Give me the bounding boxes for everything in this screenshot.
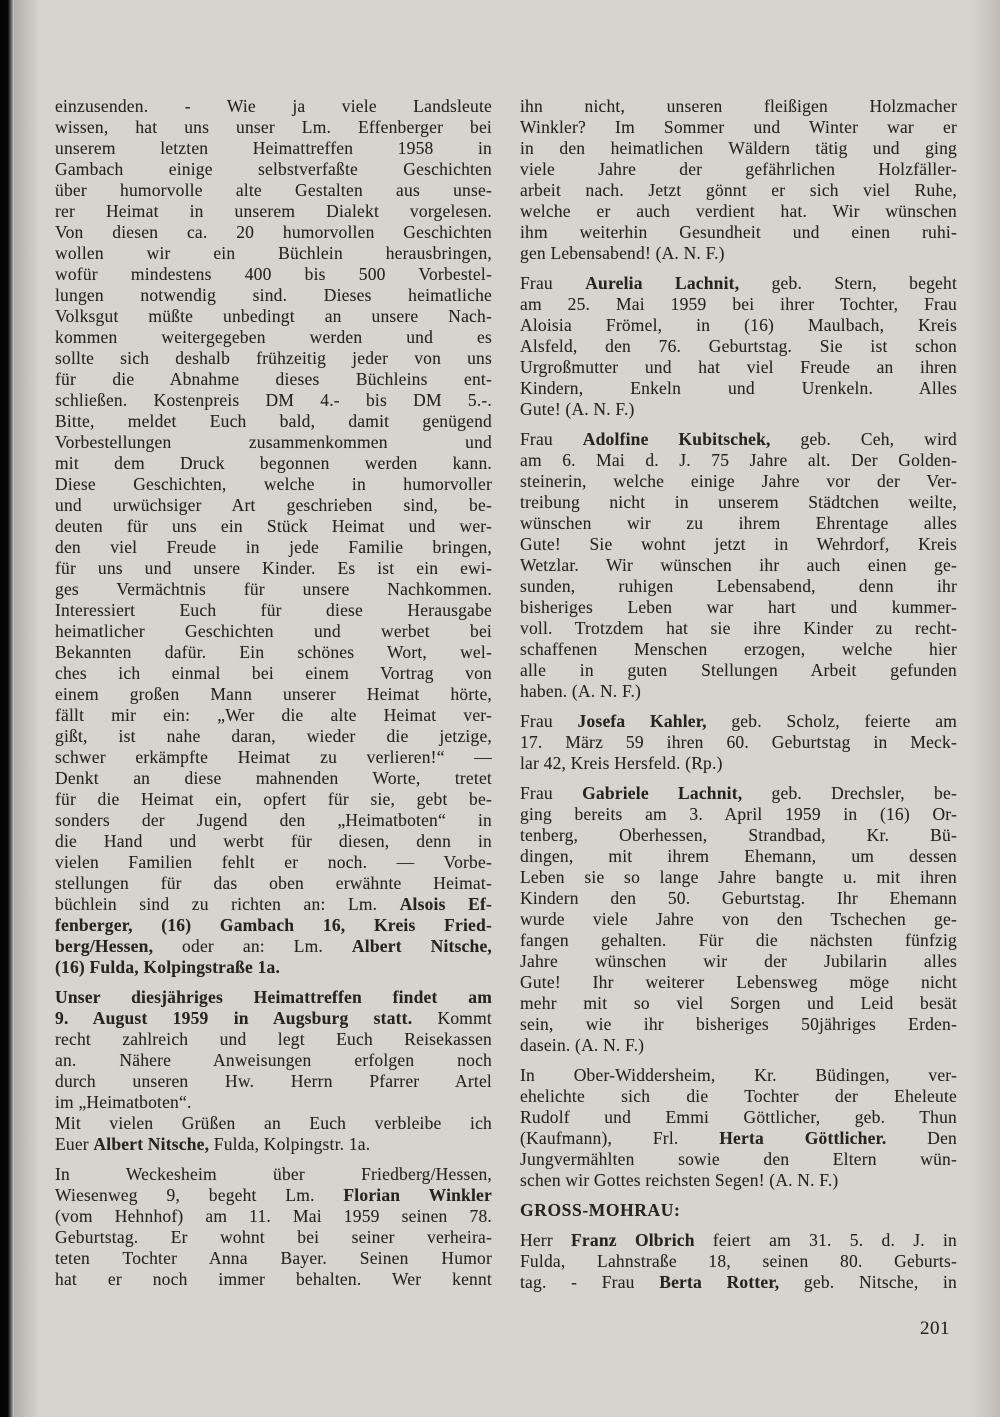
text-line: an. Nähere Anweisungen erfolgen noch <box>55 1050 492 1070</box>
text-line: für die Heimat ein, opfert für sie, gebt be- <box>55 789 492 809</box>
text-line: Von diesen ca. 20 humorvollen Geschichten <box>55 222 492 242</box>
text-line: ihm weiterhin Gesundheit und einen ruhi- <box>520 222 957 242</box>
text-line: vielen Familien fehlt er noch. — Vorbe- <box>55 852 492 872</box>
text-line: Mit vielen Grüßen an Euch verbleibe ich <box>55 1113 492 1133</box>
text-line: bisheriges Leben war hart und kummer- <box>520 597 957 617</box>
text-line: Gambach einige selbstverfaßte Geschichten <box>55 159 492 179</box>
text-line: mehr mit so viel Sorgen und Leid besät <box>520 993 957 1013</box>
text-line: die Hand und werbt für diesen, denn in <box>55 831 492 851</box>
scan-right-shade <box>970 0 1000 1417</box>
section-heading: GROSS-MOHRAU: <box>520 1200 681 1220</box>
text-line: Frau Adolfine Kubitschek, geb. Ceh, wird <box>520 429 957 449</box>
text-line: In Ober-Widdersheim, Kr. Büdingen, ver- <box>520 1065 957 1085</box>
text-line: welche er auch verdient hat. Wir wünschen <box>520 201 957 221</box>
text-line: Diese Geschichten, welche in humorvoller <box>55 474 492 494</box>
text-line: wurde viele Jahre von den Tschechen ge- <box>520 909 957 929</box>
text-line: mit dem Druck begonnen werden kann. <box>55 453 492 473</box>
text-line: treibung nicht in unserem Städtchen weilte, <box>520 492 957 512</box>
text-line: und urwüchsiger Art geschrieben sind, be- <box>55 495 492 515</box>
text-line: ehelichte sich die Tochter der Eheleute <box>520 1086 957 1106</box>
text-line: wissen, hat uns unser Lm. Effenberger bei <box>55 117 492 137</box>
text-line: sollte sich deshalb frühzeitig jeder von uns <box>55 348 492 368</box>
text-line: sonders der Jugend den „Heimatboten“ in <box>55 810 492 830</box>
text-line: wollen wir ein Büchlein herausbringen, <box>55 243 492 263</box>
scan-edge-soft-shadow <box>14 0 40 1417</box>
text-line: wünschen wir zu ihrem Ehrentage alles <box>520 513 957 533</box>
left-column <box>55 96 492 1290</box>
text-line: Unser diesjähriges Heimattreffen findet am <box>55 987 492 1007</box>
text-line: 9. August 1959 in Augsburg statt. Kommt <box>55 1008 492 1028</box>
text-line: Bekannten dafür. Ein schönes Wort, wel- <box>55 642 492 662</box>
text-line: dasein. (A. N. F.) <box>520 1035 645 1055</box>
text-line: voll. Trotzdem hat sie ihre Kinder zu recht- <box>520 618 957 638</box>
text-line: ges Vermächtnis für unsere Nachkommen. <box>55 579 492 599</box>
text-line: am 25. Mai 1959 bei ihrer Tochter, Frau <box>520 294 957 314</box>
text-line: am 6. Mai d. J. 75 Jahre alt. Der Golden- <box>520 450 957 470</box>
text-line: sunden, ruhigen Lebensabend, denn ihr <box>520 576 957 596</box>
text-line: Interessiert Euch für diese Herausgabe <box>55 600 492 620</box>
text-line: kommen weitergegeben werden und es <box>55 327 492 347</box>
text-line: (vom Hehnhof) am 11. Mai 1959 seinen 78. <box>55 1206 492 1226</box>
text-line: Urgroßmutter und hat viel Freude an ihren <box>520 357 957 377</box>
text-line: Gute! Ihr weiterer Lebensweg möge nicht <box>520 972 957 992</box>
text-line: ihn nicht, unseren fleißigen Holzmacher <box>520 96 957 116</box>
text-line: Frau Gabriele Lachnit, geb. Drechsler, be- <box>520 783 957 803</box>
text-line: Gute! (A. N. F.) <box>520 399 635 419</box>
text-line: Geburtstag. Er wohnt bei seiner verheira- <box>55 1227 492 1247</box>
text-line: Euer Albert Nitsche, Fulda, Kolpingstr. 1a. <box>55 1134 371 1154</box>
text-line: steinerin, welche einige Jahre vor der Ver- <box>520 471 957 491</box>
text-line: durch unseren Hw. Herrn Pfarrer Artel <box>55 1071 492 1091</box>
text-line: im „Heimatboten“. <box>55 1092 192 1112</box>
text-line: ging bereits am 3. April 1959 in (16) Or- <box>520 804 957 824</box>
text-line: lungen notwendig sind. Dieses heimatliche <box>55 285 492 305</box>
text-line: Vorbestellungen zusammenkommen und <box>55 432 492 452</box>
text-line: unserem letzten Heimattreffen 1958 in <box>55 138 492 158</box>
text-line: schen wir Gottes reichsten Segen! (A. N. F.) <box>520 1170 839 1190</box>
text-line: arbeit nach. Jetzt gönnt er sich viel Ruhe, <box>520 180 957 200</box>
text-line: Fulda, Lahnstraße 18, seinen 80. Geburts- <box>520 1251 957 1271</box>
text-line: schaffenen Menschen erzogen, welche hier <box>520 639 957 659</box>
text-line: tenberg, Oberhessen, Strandbad, Kr. Bü- <box>520 825 957 845</box>
text-line: gißt, ist nahe daran, wieder die jetzige, <box>55 726 492 746</box>
text-line: Leben sie so lange Jahre bangte u. mit ihren <box>520 867 957 887</box>
text-line: ches ich einmal bei einem Vortrag von <box>55 663 492 683</box>
text-line: Jungvermählten sowie den Eltern wün- <box>520 1149 957 1169</box>
text-line: Frau Josefa Kahler, geb. Scholz, feierte am <box>520 711 957 731</box>
text-line: Volksgut müßte unbedingt an unsere Nach- <box>55 306 492 326</box>
text-line: (Kaufmann), Frl. Herta Göttlicher. Den <box>520 1128 957 1148</box>
text-line: einzusenden. - Wie ja viele Landsleute <box>55 96 492 116</box>
text-line: teten Tochter Anna Bayer. Seinen Humor <box>55 1248 492 1268</box>
text-line: Alsfeld, den 76. Geburtstag. Sie ist schon <box>520 336 957 356</box>
text-line: sein, wie ihr bisheriges 50jähriges Erden- <box>520 1014 957 1034</box>
text-line: deuten für uns ein Stück Heimat und wer- <box>55 516 492 536</box>
text-line: haben. (A. N. F.) <box>520 681 642 701</box>
text-line: Denkt an diese mahnenden Worte, tretet <box>55 768 492 788</box>
text-line: berg/Hessen, oder an: Lm. Albert Nitsche, <box>55 936 492 956</box>
text-line: heimatlicher Geschichten und werbet bei <box>55 621 492 641</box>
text-line: Frau Aurelia Lachnit, geb. Stern, begeht <box>520 273 957 293</box>
text-line: tag. - Frau Berta Rotter, geb. Nitsche, in <box>520 1272 957 1292</box>
text-line: viele Jahre der gefährlichen Holzfäller- <box>520 159 957 179</box>
text-line: lar 42, Kreis Hersfeld. (Rp.) <box>520 753 723 773</box>
text-line: stellungen für das oben erwähnte Heimat- <box>55 873 492 893</box>
text-line: den viel Freude in jede Familie bringen, <box>55 537 492 557</box>
text-line: über humorvolle alte Gestalten aus unse- <box>55 180 492 200</box>
text-line: In Weckesheim über Friedberg/Hessen, <box>55 1164 492 1184</box>
text-line: rer Heimat in unserem Dialekt vorgelesen. <box>55 201 492 221</box>
text-line: schwer erkämpfte Heimat zu verlieren!“ — <box>55 747 492 767</box>
text-line: wofür mindestens 400 bis 500 Vorbestel- <box>55 264 492 284</box>
text-line: (16) Fulda, Kolpingstraße 1a. <box>55 957 281 977</box>
text-line: alle in guten Stellungen Arbeit gefunden <box>520 660 957 680</box>
text-line: dingen, mit ihrem Ehemann, um dessen <box>520 846 957 866</box>
text-line: fenberger, (16) Gambach 16, Kreis Fried- <box>55 915 492 935</box>
text-line: büchlein sind zu richten an: Lm. Alsois Ef- <box>55 894 492 914</box>
text-line: Jahre wünschen wir der Jubilarin alles <box>520 951 957 971</box>
text-line: gen Lebensabend! (A. N. F.) <box>520 243 725 263</box>
text-line: Kindern den 50. Geburtstag. Ihr Ehemann <box>520 888 957 908</box>
text-line: Rudolf und Emmi Göttlicher, geb. Thun <box>520 1107 957 1127</box>
text-line: fällt mir ein: „Wer die alte Heimat ver- <box>55 705 492 725</box>
text-line: Gute! Sie wohnt jetzt in Wehrdorf, Kreis <box>520 534 957 554</box>
text-line: hat er noch immer behalten. Wer kennt <box>55 1269 492 1289</box>
text-line: Herr Franz Olbrich feiert am 31. 5. d. J. in <box>520 1230 957 1250</box>
scan-edge-shadow <box>0 0 14 1417</box>
text-line: schließen. Kostenpreis DM 4.- bis DM 5.-. <box>55 390 492 410</box>
right-column <box>520 96 957 1293</box>
text-line: Wetzlar. Wir wünschen ihr auch einen ge- <box>520 555 957 575</box>
page-number: 201 <box>920 1318 950 1339</box>
text-line: fangen gehalten. Für die nächsten fünfzig <box>520 930 957 950</box>
text-line: Bitte, meldet Euch bald, damit genügend <box>55 411 492 431</box>
text-line: 17. März 59 ihren 60. Geburtstag in Meck- <box>520 732 957 752</box>
text-line: in den heimatlichen Wäldern tätig und ging <box>520 138 957 158</box>
text-line: Winkler? Im Sommer und Winter war er <box>520 117 957 137</box>
text-line: Kindern, Enkeln und Urenkeln. Alles <box>520 378 957 398</box>
text-line: recht zahlreich und legt Euch Reisekassen <box>55 1029 492 1049</box>
text-line: Wiesenweg 9, begeht Lm. Florian Winkler <box>55 1185 492 1205</box>
text-line: Aloisia Frömel, in (16) Maulbach, Kreis <box>520 315 957 335</box>
text-line: für uns und unsere Kinder. Es ist ein ewi- <box>55 558 492 578</box>
text-line: einem großen Mann unserer Heimat hörte, <box>55 684 492 704</box>
text-line: für die Abnahme dieses Büchleins ent- <box>55 369 492 389</box>
